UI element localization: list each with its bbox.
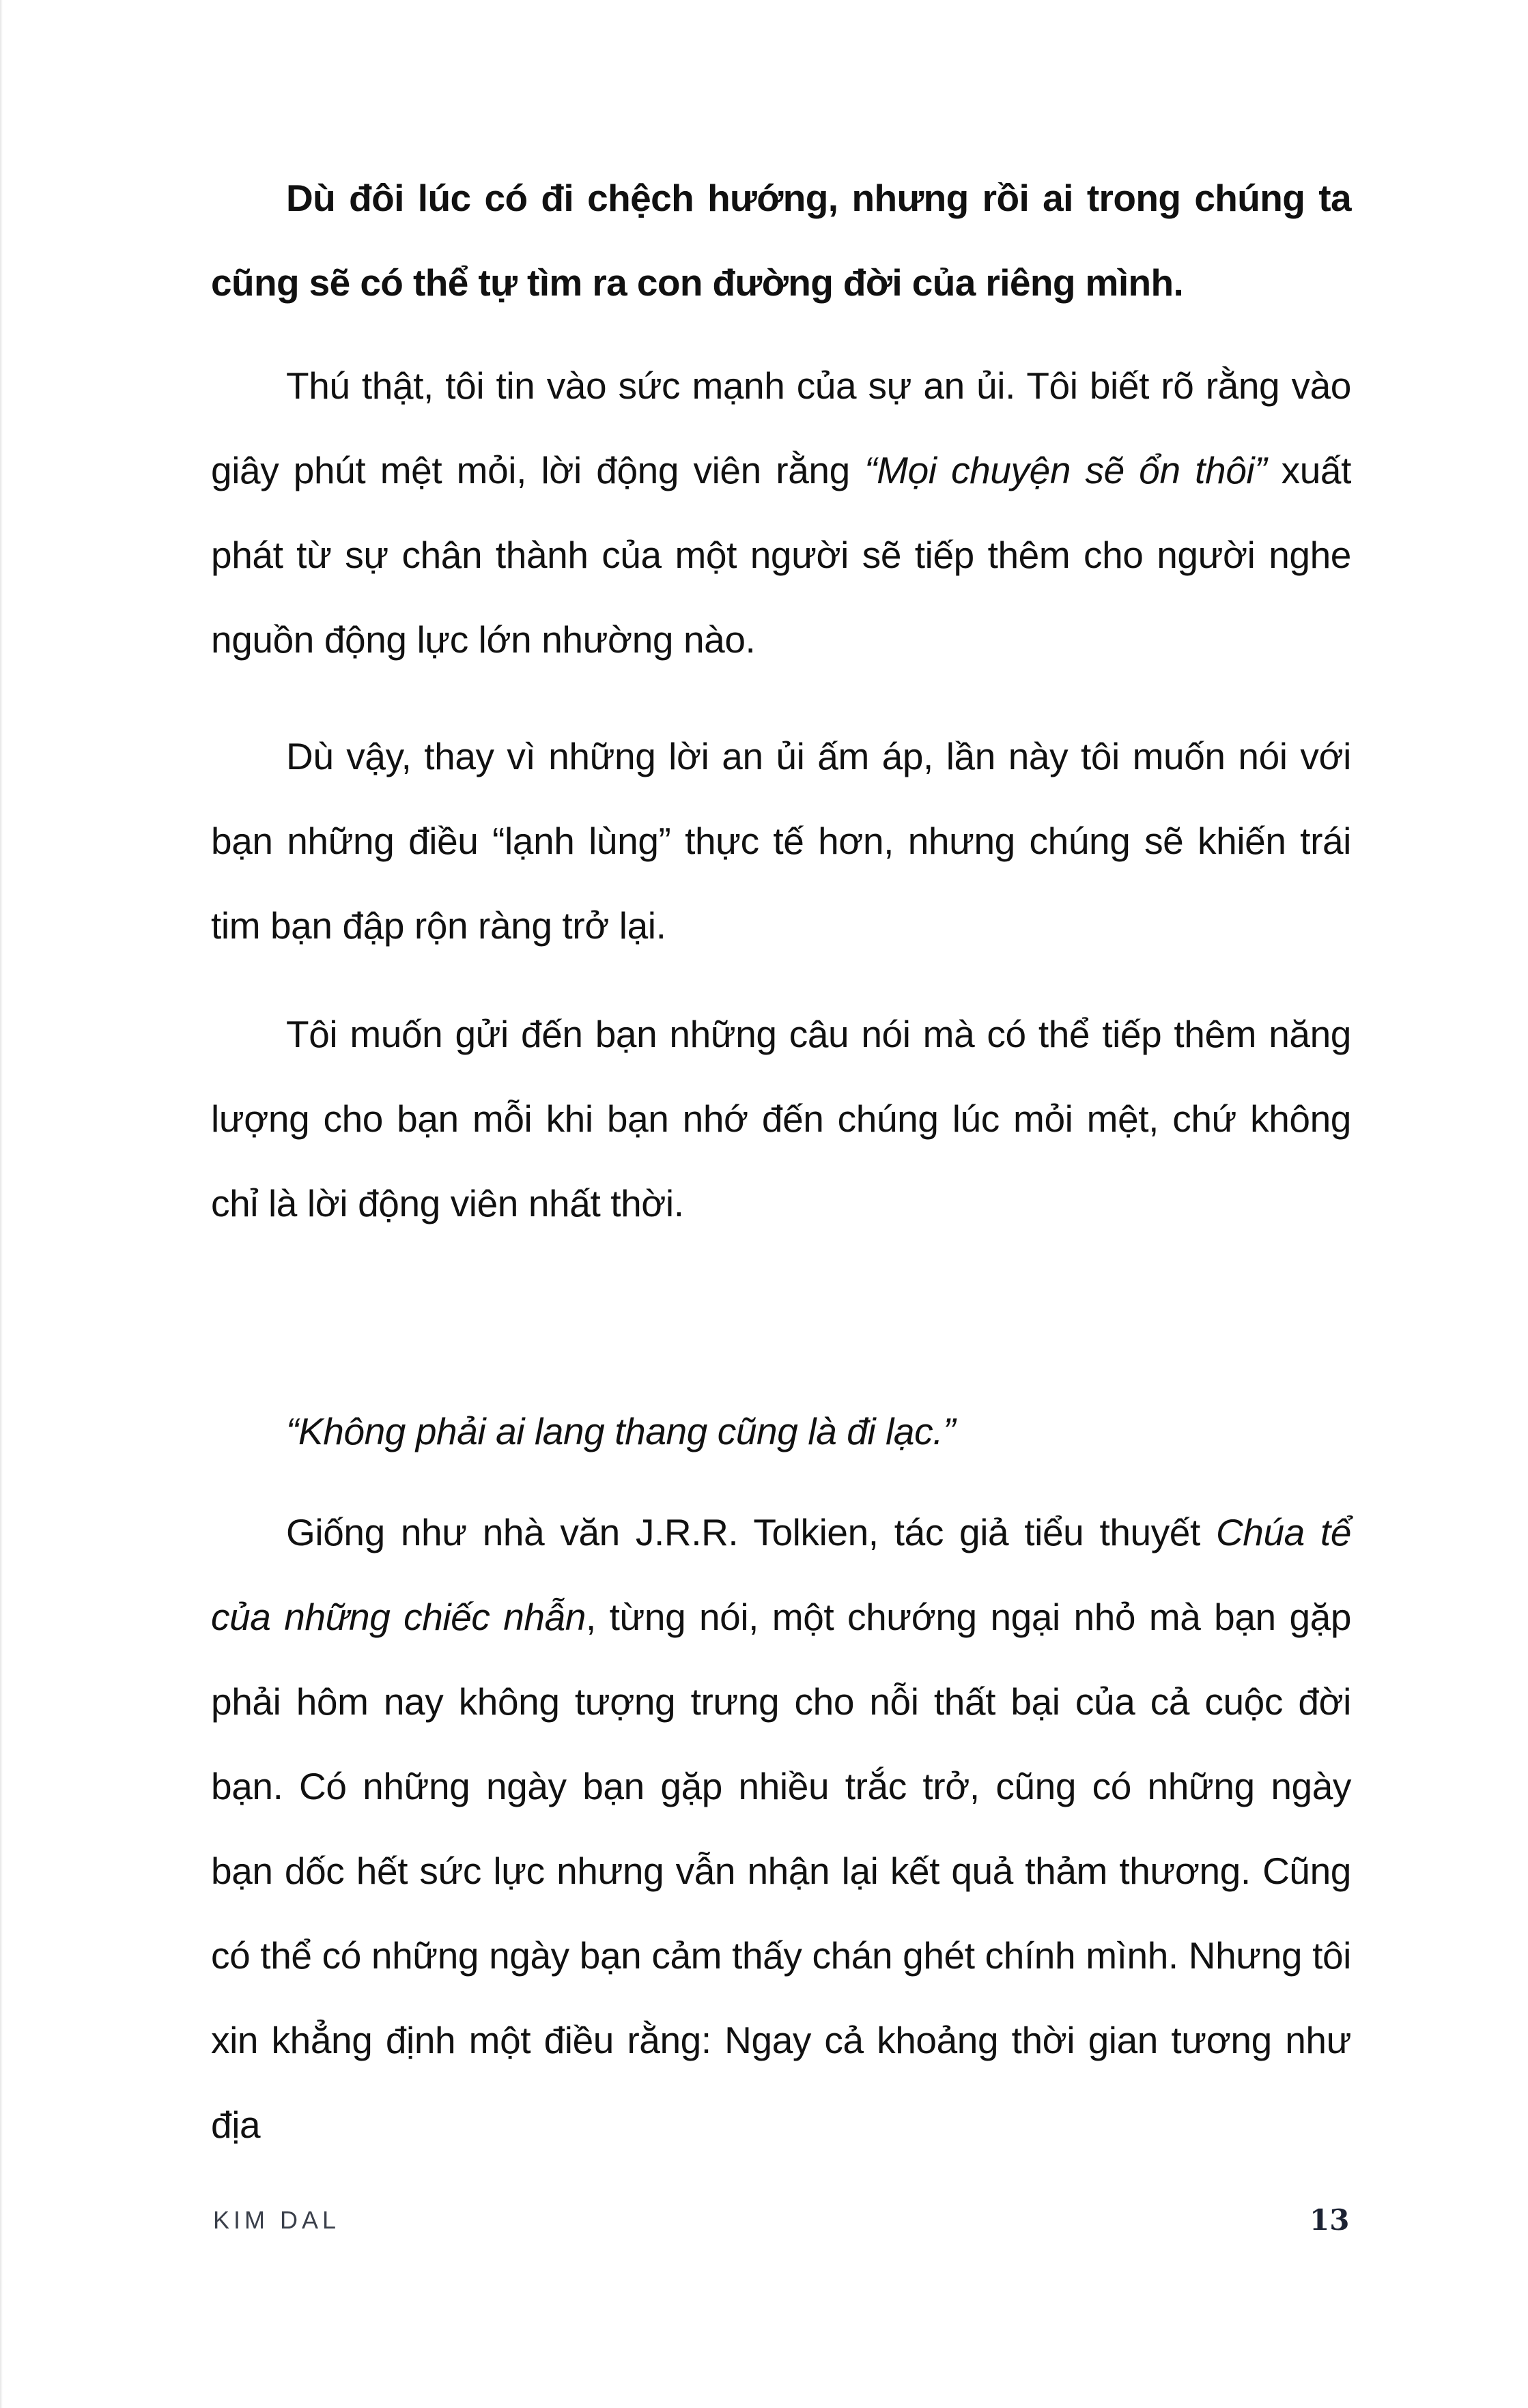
paragraph-energy: Tôi muốn gửi đến bạn những câu nói mà có thể tiếp thêm năng lượng cho bạn mỗi khi bạn nhớ đến chúng lúc mỏi mệt, chứ không chỉ là lời động viên nhất thời. — [211, 1013, 1351, 1224]
page-number: 13 — [1310, 2203, 1350, 2237]
paragraph-comfort-part-1: Thú thật, tôi tin vào sức mạnh của sự an ủi. Tôi biết rõ rằng vào giây phút mệt mỏi, lời động viên rằng — [211, 364, 1351, 491]
footer-author: KIM DAL — [213, 2206, 341, 2234]
paragraph-tolkien-part-1: Giống như nhà văn J.R.R. Tolkien, tác giả tiểu thuyết — [286, 1511, 1216, 1553]
book-title-italic: Chúa tể của những chiếc nhẫn — [211, 1511, 1352, 1638]
paragraph-comfort-part-3: xuất phát từ sự chân thành của một người sẽ tiếp thêm cho người nghe nguồn động lực lớn nhường nào. — [211, 449, 1351, 661]
pull-quote: “Không phải ai lang thang cũng là đi lạc.” — [286, 1410, 955, 1452]
paragraph-tolkien — [211, 1490, 1351, 2167]
paragraph-comfort — [211, 343, 1351, 682]
page-edge-shadow — [0, 0, 3, 2408]
paragraph-intro-bold: Dù đôi lúc có đi chệch hướng, nhưng rồi ai trong chúng ta cũng sẽ có thể tự tìm ra con đường đời của riêng mình. — [211, 177, 1351, 304]
paragraph-tolkien-part-3: , từng nói, một chướng ngại nhỏ mà bạn gặp phải hôm nay không tượng trưng cho nỗi thất bại của cả cuộc đời bạn. Có những ngày bạn gặp nhiều trắc trở, cũng có những ngày bạn dốc hết sức lực nhưng vẫn nhận lại kết quả thảm thương. Cũng có thể có những ngày bạn cảm thấy chán ghét chính mình. Nhưng tôi xin khẳng định một điều rằng: Ngay cả khoảng thời gian tương như địa — [211, 1596, 1352, 2146]
italic-quote-moi-chuyen: “Mọi chuyện sẽ ổn thôi” — [864, 449, 1267, 491]
paragraph-cold-words: Dù vậy, thay vì những lời an ủi ấm áp, lần này tôi muốn nói với bạn những điều “lạnh lùng” thực tế hơn, nhưng chúng sẽ khiến trái tim bạn đập rộn ràng trở lại. — [211, 735, 1351, 947]
